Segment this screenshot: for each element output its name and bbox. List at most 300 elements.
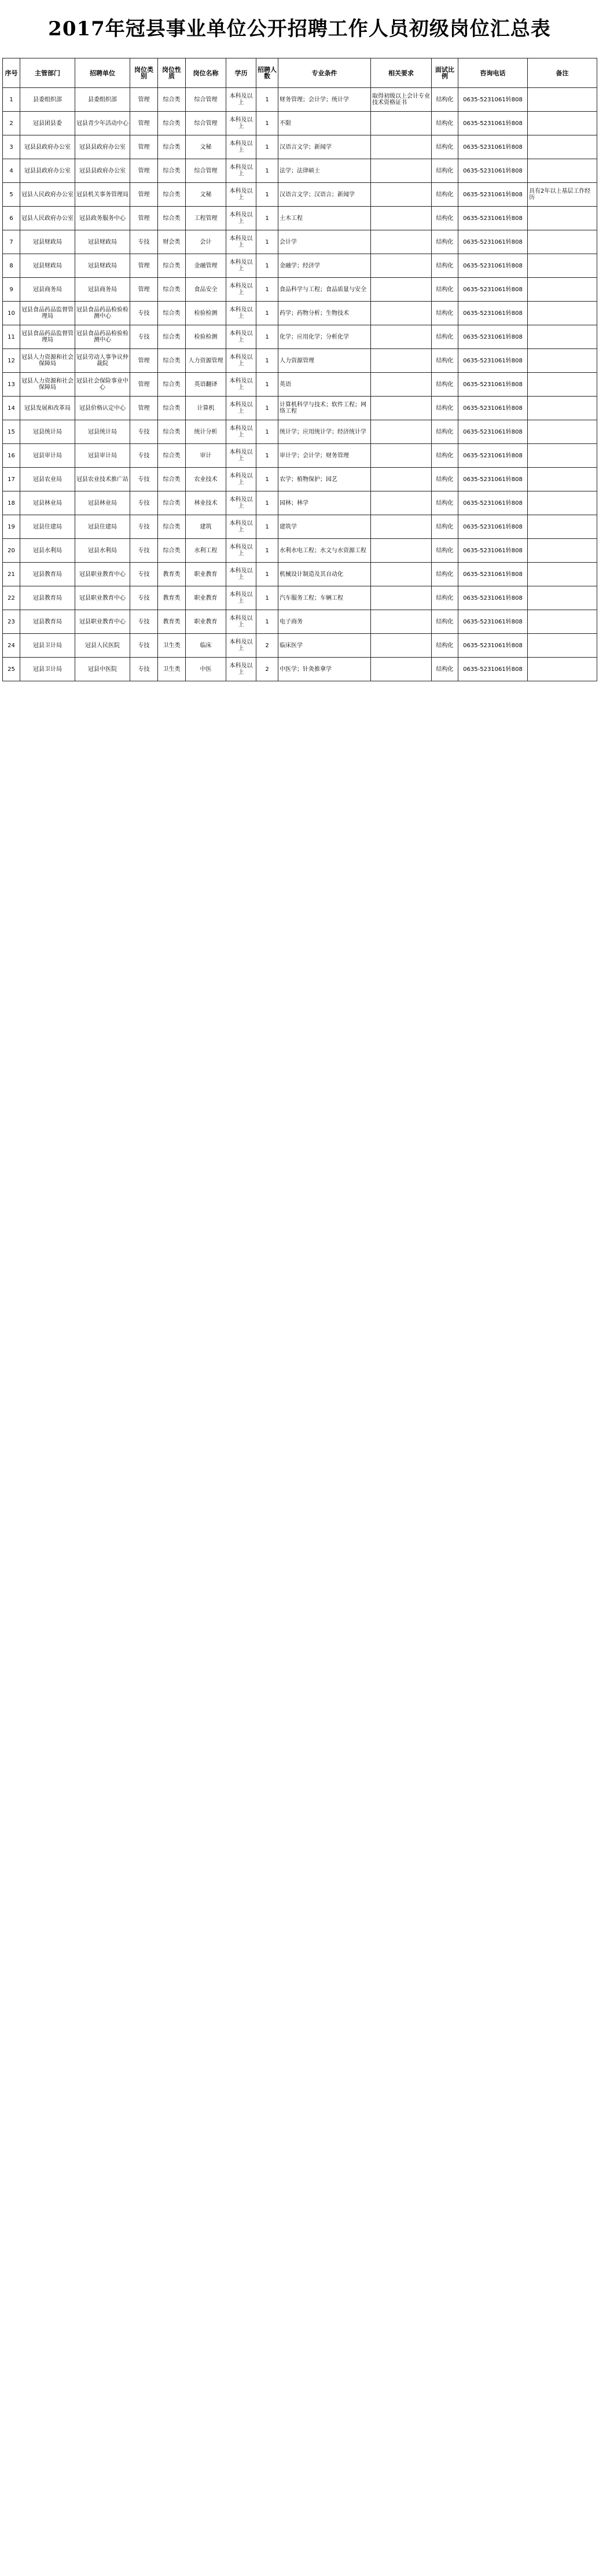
requirement-cell bbox=[371, 278, 432, 302]
phone-cell: 0635-5231061转808 bbox=[458, 183, 528, 207]
education-cell: 本科及以上 bbox=[226, 444, 256, 468]
note-cell bbox=[528, 278, 597, 302]
requirement-cell bbox=[371, 135, 432, 159]
post-cell: 综合管理 bbox=[186, 159, 226, 183]
row-number: 2 bbox=[3, 112, 20, 135]
note-cell bbox=[528, 420, 597, 444]
count-cell: 1 bbox=[256, 230, 278, 254]
post-cell: 建筑 bbox=[186, 515, 226, 539]
count-cell: 1 bbox=[256, 515, 278, 539]
row-number: 11 bbox=[3, 325, 20, 349]
category-cell: 管理 bbox=[130, 183, 158, 207]
ratio-cell: 结构化 bbox=[432, 112, 458, 135]
count-cell: 1 bbox=[256, 302, 278, 325]
ratio-cell: 结构化 bbox=[432, 349, 458, 373]
nature-cell: 教育类 bbox=[158, 563, 186, 586]
row-number: 5 bbox=[3, 183, 20, 207]
category-cell: 专技 bbox=[130, 610, 158, 634]
unit-cell: 冠县食品药品检验检测中心 bbox=[75, 302, 130, 325]
department-cell: 冠县水利局 bbox=[20, 539, 75, 563]
phone-cell: 0635-5231061转808 bbox=[458, 135, 528, 159]
row-number: 20 bbox=[3, 539, 20, 563]
table-row bbox=[3, 302, 597, 325]
education-cell: 本科及以上 bbox=[226, 88, 256, 112]
department-cell: 冠县食品药品监督管理局 bbox=[20, 325, 75, 349]
table-row bbox=[3, 491, 597, 515]
note-cell bbox=[528, 491, 597, 515]
post-cell: 水利工程 bbox=[186, 539, 226, 563]
table-row bbox=[3, 468, 597, 491]
department-cell: 冠县审计局 bbox=[20, 444, 75, 468]
unit-cell: 冠县职业教育中心 bbox=[75, 586, 130, 610]
note-cell bbox=[528, 373, 597, 397]
category-cell: 专技 bbox=[130, 302, 158, 325]
department-cell: 冠县统计局 bbox=[20, 420, 75, 444]
education-cell: 本科及以上 bbox=[226, 586, 256, 610]
unit-cell: 冠县食品药品检验检测中心 bbox=[75, 325, 130, 349]
nature-cell: 综合类 bbox=[158, 159, 186, 183]
requirement-cell bbox=[371, 444, 432, 468]
phone-cell: 0635-5231061转808 bbox=[458, 349, 528, 373]
category-cell: 管理 bbox=[130, 135, 158, 159]
phone-cell: 0635-5231061转808 bbox=[458, 539, 528, 563]
row-number: 12 bbox=[3, 349, 20, 373]
phone-cell: 0635-5231061转808 bbox=[458, 230, 528, 254]
table-row bbox=[3, 88, 597, 112]
department-cell: 冠县团县委 bbox=[20, 112, 75, 135]
category-cell: 管理 bbox=[130, 254, 158, 278]
major-cell: 药学；药物分析；生物技术 bbox=[278, 302, 371, 325]
phone-cell: 0635-5231061转808 bbox=[458, 325, 528, 349]
major-cell: 汽车服务工程；车辆工程 bbox=[278, 586, 371, 610]
post-cell: 综合管理 bbox=[186, 112, 226, 135]
requirement-cell bbox=[371, 658, 432, 681]
requirement-cell bbox=[371, 610, 432, 634]
nature-cell: 综合类 bbox=[158, 278, 186, 302]
table-row bbox=[3, 444, 597, 468]
education-cell: 本科及以上 bbox=[226, 515, 256, 539]
nature-cell: 教育类 bbox=[158, 610, 186, 634]
phone-cell: 0635-5231061转808 bbox=[458, 207, 528, 230]
unit-cell: 冠县劳动人事争议仲裁院 bbox=[75, 349, 130, 373]
column-header: 备注 bbox=[528, 58, 597, 88]
row-number: 6 bbox=[3, 207, 20, 230]
column-header: 岗位性质 bbox=[158, 58, 186, 88]
column-header: 序号 bbox=[3, 58, 20, 88]
table-row bbox=[3, 539, 597, 563]
post-cell: 人力资源管理 bbox=[186, 349, 226, 373]
note-cell bbox=[528, 325, 597, 349]
row-number: 23 bbox=[3, 610, 20, 634]
category-cell: 管理 bbox=[130, 88, 158, 112]
note-cell bbox=[528, 515, 597, 539]
unit-cell: 冠县机关事务管理局 bbox=[75, 183, 130, 207]
note-cell bbox=[528, 658, 597, 681]
department-cell: 冠县卫计局 bbox=[20, 658, 75, 681]
major-cell: 农学；植物保护；园艺 bbox=[278, 468, 371, 491]
row-number: 14 bbox=[3, 397, 20, 420]
category-cell: 管理 bbox=[130, 373, 158, 397]
table-row bbox=[3, 515, 597, 539]
row-number: 22 bbox=[3, 586, 20, 610]
education-cell: 本科及以上 bbox=[226, 420, 256, 444]
nature-cell: 综合类 bbox=[158, 207, 186, 230]
phone-cell: 0635-5231061转808 bbox=[458, 634, 528, 658]
unit-cell: 冠县社会保险事业中心 bbox=[75, 373, 130, 397]
unit-cell: 冠县住建局 bbox=[75, 515, 130, 539]
unit-cell: 冠县商务局 bbox=[75, 278, 130, 302]
phone-cell: 0635-5231061转808 bbox=[458, 254, 528, 278]
table-row bbox=[3, 183, 597, 207]
department-cell: 冠县教育局 bbox=[20, 586, 75, 610]
nature-cell: 综合类 bbox=[158, 135, 186, 159]
note-cell bbox=[528, 135, 597, 159]
requirement-cell bbox=[371, 491, 432, 515]
nature-cell: 综合类 bbox=[158, 515, 186, 539]
column-header: 岗位名称 bbox=[186, 58, 226, 88]
table-row bbox=[3, 159, 597, 183]
ratio-cell: 结构化 bbox=[432, 254, 458, 278]
post-cell: 林业技术 bbox=[186, 491, 226, 515]
phone-cell: 0635-5231061转808 bbox=[458, 468, 528, 491]
column-header: 岗位类别 bbox=[130, 58, 158, 88]
post-cell: 职业教育 bbox=[186, 610, 226, 634]
ratio-cell: 结构化 bbox=[432, 539, 458, 563]
table-row bbox=[3, 349, 597, 373]
nature-cell: 综合类 bbox=[158, 112, 186, 135]
row-number: 17 bbox=[3, 468, 20, 491]
requirement-cell bbox=[371, 254, 432, 278]
ratio-cell: 结构化 bbox=[432, 610, 458, 634]
requirement-cell bbox=[371, 539, 432, 563]
phone-cell: 0635-5231061转808 bbox=[458, 373, 528, 397]
row-number: 4 bbox=[3, 159, 20, 183]
row-number: 15 bbox=[3, 420, 20, 444]
nature-cell: 综合类 bbox=[158, 325, 186, 349]
post-cell: 检验检测 bbox=[186, 325, 226, 349]
column-header: 专业条件 bbox=[278, 58, 371, 88]
department-cell: 冠县发展和改革局 bbox=[20, 397, 75, 420]
count-cell: 1 bbox=[256, 468, 278, 491]
job-summary-table bbox=[2, 58, 597, 681]
requirement-cell bbox=[371, 112, 432, 135]
major-cell: 审计学；会计学；财务管理 bbox=[278, 444, 371, 468]
requirement-cell bbox=[371, 207, 432, 230]
phone-cell: 0635-5231061转808 bbox=[458, 302, 528, 325]
phone-cell: 0635-5231061转808 bbox=[458, 278, 528, 302]
post-cell: 文秘 bbox=[186, 135, 226, 159]
note-cell bbox=[528, 302, 597, 325]
requirement-cell bbox=[371, 420, 432, 444]
phone-cell: 0635-5231061转808 bbox=[458, 112, 528, 135]
requirement-cell bbox=[371, 563, 432, 586]
unit-cell: 冠县县政府办公室 bbox=[75, 135, 130, 159]
count-cell: 1 bbox=[256, 563, 278, 586]
table-row bbox=[3, 658, 597, 681]
phone-cell: 0635-5231061转808 bbox=[458, 491, 528, 515]
count-cell: 1 bbox=[256, 610, 278, 634]
ratio-cell: 结构化 bbox=[432, 88, 458, 112]
education-cell: 本科及以上 bbox=[226, 159, 256, 183]
ratio-cell: 结构化 bbox=[432, 420, 458, 444]
department-cell: 冠县人力资源和社会保障局 bbox=[20, 349, 75, 373]
phone-cell: 0635-5231061转808 bbox=[458, 610, 528, 634]
note-cell bbox=[528, 586, 597, 610]
major-cell: 计算机科学与技术；软件工程；网络工程 bbox=[278, 397, 371, 420]
table-row bbox=[3, 634, 597, 658]
major-cell: 统计学；应用统计学；经济统计学 bbox=[278, 420, 371, 444]
table-row bbox=[3, 586, 597, 610]
post-cell: 文秘 bbox=[186, 183, 226, 207]
phone-cell: 0635-5231061转808 bbox=[458, 658, 528, 681]
department-cell: 冠县人力资源和社会保障局 bbox=[20, 373, 75, 397]
education-cell: 本科及以上 bbox=[226, 610, 256, 634]
department-cell: 冠县教育局 bbox=[20, 610, 75, 634]
department-cell: 县委组织部 bbox=[20, 88, 75, 112]
education-cell: 本科及以上 bbox=[226, 254, 256, 278]
page-title: 2017年冠县事业单位公开招聘工作人员初级岗位汇总表 bbox=[48, 17, 551, 41]
count-cell: 1 bbox=[256, 491, 278, 515]
table-header-row bbox=[3, 58, 597, 88]
count-cell: 1 bbox=[256, 397, 278, 420]
column-header: 招聘单位 bbox=[75, 58, 130, 88]
education-cell: 本科及以上 bbox=[226, 658, 256, 681]
note-cell bbox=[528, 610, 597, 634]
count-cell: 1 bbox=[256, 207, 278, 230]
category-cell: 专技 bbox=[130, 634, 158, 658]
education-cell: 本科及以上 bbox=[226, 468, 256, 491]
nature-cell: 综合类 bbox=[158, 491, 186, 515]
department-cell: 冠县财政局 bbox=[20, 230, 75, 254]
ratio-cell: 结构化 bbox=[432, 230, 458, 254]
table-row bbox=[3, 207, 597, 230]
phone-cell: 0635-5231061转808 bbox=[458, 88, 528, 112]
requirement-cell bbox=[371, 349, 432, 373]
category-cell: 专技 bbox=[130, 586, 158, 610]
major-cell: 食品科学与工程；食品质量与安全 bbox=[278, 278, 371, 302]
category-cell: 管理 bbox=[130, 349, 158, 373]
table-row bbox=[3, 610, 597, 634]
ratio-cell: 结构化 bbox=[432, 159, 458, 183]
unit-cell: 冠县水利局 bbox=[75, 539, 130, 563]
count-cell: 2 bbox=[256, 634, 278, 658]
category-cell: 专技 bbox=[130, 444, 158, 468]
table-row bbox=[3, 230, 597, 254]
row-number: 13 bbox=[3, 373, 20, 397]
note-cell bbox=[528, 230, 597, 254]
major-cell: 电子商务 bbox=[278, 610, 371, 634]
column-header: 相关要求 bbox=[371, 58, 432, 88]
note-cell bbox=[528, 207, 597, 230]
unit-cell: 冠县林业局 bbox=[75, 491, 130, 515]
row-number: 7 bbox=[3, 230, 20, 254]
count-cell: 1 bbox=[256, 349, 278, 373]
ratio-cell: 结构化 bbox=[432, 373, 458, 397]
requirement-cell bbox=[371, 515, 432, 539]
nature-cell: 综合类 bbox=[158, 444, 186, 468]
ratio-cell: 结构化 bbox=[432, 491, 458, 515]
note-cell bbox=[528, 397, 597, 420]
ratio-cell: 结构化 bbox=[432, 468, 458, 491]
row-number: 1 bbox=[3, 88, 20, 112]
nature-cell: 综合类 bbox=[158, 468, 186, 491]
count-cell: 2 bbox=[256, 658, 278, 681]
major-cell: 会计学 bbox=[278, 230, 371, 254]
category-cell: 专技 bbox=[130, 539, 158, 563]
education-cell: 本科及以上 bbox=[226, 634, 256, 658]
count-cell: 1 bbox=[256, 254, 278, 278]
major-cell: 临床医学 bbox=[278, 634, 371, 658]
major-cell: 中医学；针灸推拿学 bbox=[278, 658, 371, 681]
phone-cell: 0635-5231061转808 bbox=[458, 397, 528, 420]
department-cell: 冠县县政府办公室 bbox=[20, 159, 75, 183]
count-cell: 1 bbox=[256, 539, 278, 563]
ratio-cell: 结构化 bbox=[432, 325, 458, 349]
major-cell: 财务管理；会计学；统计学 bbox=[278, 88, 371, 112]
table-row bbox=[3, 563, 597, 586]
ratio-cell: 结构化 bbox=[432, 302, 458, 325]
post-cell: 审计 bbox=[186, 444, 226, 468]
requirement-cell bbox=[371, 183, 432, 207]
count-cell: 1 bbox=[256, 444, 278, 468]
requirement-cell bbox=[371, 586, 432, 610]
unit-cell: 冠县价格认定中心 bbox=[75, 397, 130, 420]
unit-cell: 冠县青少年活动中心 bbox=[75, 112, 130, 135]
table-row bbox=[3, 373, 597, 397]
category-cell: 管理 bbox=[130, 397, 158, 420]
department-cell: 冠县商务局 bbox=[20, 278, 75, 302]
phone-cell: 0635-5231061转808 bbox=[458, 563, 528, 586]
row-number: 16 bbox=[3, 444, 20, 468]
post-cell: 农业技术 bbox=[186, 468, 226, 491]
category-cell: 专技 bbox=[130, 515, 158, 539]
category-cell: 管理 bbox=[130, 159, 158, 183]
post-cell: 临床 bbox=[186, 634, 226, 658]
row-number: 21 bbox=[3, 563, 20, 586]
education-cell: 本科及以上 bbox=[226, 539, 256, 563]
major-cell: 英语 bbox=[278, 373, 371, 397]
requirement-cell bbox=[371, 325, 432, 349]
row-number: 9 bbox=[3, 278, 20, 302]
department-cell: 冠县县政府办公室 bbox=[20, 135, 75, 159]
post-cell: 计算机 bbox=[186, 397, 226, 420]
requirement-cell bbox=[371, 468, 432, 491]
column-header: 学历 bbox=[226, 58, 256, 88]
row-number: 18 bbox=[3, 491, 20, 515]
department-cell: 冠县卫计局 bbox=[20, 634, 75, 658]
department-cell: 冠县林业局 bbox=[20, 491, 75, 515]
unit-cell: 冠县县政府办公室 bbox=[75, 159, 130, 183]
unit-cell: 冠县财政局 bbox=[75, 230, 130, 254]
nature-cell: 综合类 bbox=[158, 539, 186, 563]
department-cell: 冠县财政局 bbox=[20, 254, 75, 278]
unit-cell: 县委组织部 bbox=[75, 88, 130, 112]
note-cell bbox=[528, 159, 597, 183]
table-row bbox=[3, 254, 597, 278]
category-cell: 专技 bbox=[130, 491, 158, 515]
ratio-cell: 结构化 bbox=[432, 135, 458, 159]
post-cell: 金融管理 bbox=[186, 254, 226, 278]
phone-cell: 0635-5231061转808 bbox=[458, 515, 528, 539]
category-cell: 专技 bbox=[130, 658, 158, 681]
major-cell: 化学；应用化学；分析化学 bbox=[278, 325, 371, 349]
major-cell: 机械设计制造及其自动化 bbox=[278, 563, 371, 586]
note-cell bbox=[528, 468, 597, 491]
major-cell: 汉语言文学；汉语言；新闻学 bbox=[278, 183, 371, 207]
education-cell: 本科及以上 bbox=[226, 112, 256, 135]
post-cell: 职业教育 bbox=[186, 563, 226, 586]
post-cell: 统计分析 bbox=[186, 420, 226, 444]
major-cell: 园林；林学 bbox=[278, 491, 371, 515]
ratio-cell: 结构化 bbox=[432, 207, 458, 230]
major-cell: 不限 bbox=[278, 112, 371, 135]
major-cell: 人力资源管理 bbox=[278, 349, 371, 373]
post-cell: 英语翻译 bbox=[186, 373, 226, 397]
requirement-cell bbox=[371, 634, 432, 658]
category-cell: 专技 bbox=[130, 563, 158, 586]
note-cell bbox=[528, 112, 597, 135]
note-cell bbox=[528, 634, 597, 658]
nature-cell: 卫生类 bbox=[158, 658, 186, 681]
education-cell: 本科及以上 bbox=[226, 563, 256, 586]
count-cell: 1 bbox=[256, 586, 278, 610]
row-number: 24 bbox=[3, 634, 20, 658]
department-cell: 冠县人民政府办公室 bbox=[20, 207, 75, 230]
ratio-cell: 结构化 bbox=[432, 444, 458, 468]
requirement-cell bbox=[371, 159, 432, 183]
nature-cell: 综合类 bbox=[158, 183, 186, 207]
education-cell: 本科及以上 bbox=[226, 207, 256, 230]
table-row bbox=[3, 420, 597, 444]
nature-cell: 综合类 bbox=[158, 349, 186, 373]
unit-cell: 冠县审计局 bbox=[75, 444, 130, 468]
requirement-cell bbox=[371, 373, 432, 397]
note-cell bbox=[528, 349, 597, 373]
ratio-cell: 结构化 bbox=[432, 634, 458, 658]
department-cell: 冠县人民政府办公室 bbox=[20, 183, 75, 207]
phone-cell: 0635-5231061转808 bbox=[458, 420, 528, 444]
category-cell: 管理 bbox=[130, 207, 158, 230]
nature-cell: 教育类 bbox=[158, 586, 186, 610]
requirement-cell bbox=[371, 397, 432, 420]
nature-cell: 综合类 bbox=[158, 373, 186, 397]
count-cell: 1 bbox=[256, 88, 278, 112]
unit-cell: 冠县人民医院 bbox=[75, 634, 130, 658]
table-row bbox=[3, 325, 597, 349]
count-cell: 1 bbox=[256, 420, 278, 444]
note-cell bbox=[528, 254, 597, 278]
count-cell: 1 bbox=[256, 325, 278, 349]
department-cell: 冠县教育局 bbox=[20, 563, 75, 586]
phone-cell: 0635-5231061转808 bbox=[458, 159, 528, 183]
count-cell: 1 bbox=[256, 159, 278, 183]
nature-cell: 综合类 bbox=[158, 420, 186, 444]
post-cell: 会计 bbox=[186, 230, 226, 254]
major-cell: 汉语言文学；新闻学 bbox=[278, 135, 371, 159]
ratio-cell: 结构化 bbox=[432, 397, 458, 420]
post-cell: 中医 bbox=[186, 658, 226, 681]
education-cell: 本科及以上 bbox=[226, 397, 256, 420]
unit-cell: 冠县农业技术推广站 bbox=[75, 468, 130, 491]
post-cell: 职业教育 bbox=[186, 586, 226, 610]
education-cell: 本科及以上 bbox=[226, 135, 256, 159]
row-number: 3 bbox=[3, 135, 20, 159]
count-cell: 1 bbox=[256, 373, 278, 397]
note-cell bbox=[528, 88, 597, 112]
education-cell: 本科及以上 bbox=[226, 278, 256, 302]
ratio-cell: 结构化 bbox=[432, 183, 458, 207]
unit-cell: 冠县政务服务中心 bbox=[75, 207, 130, 230]
